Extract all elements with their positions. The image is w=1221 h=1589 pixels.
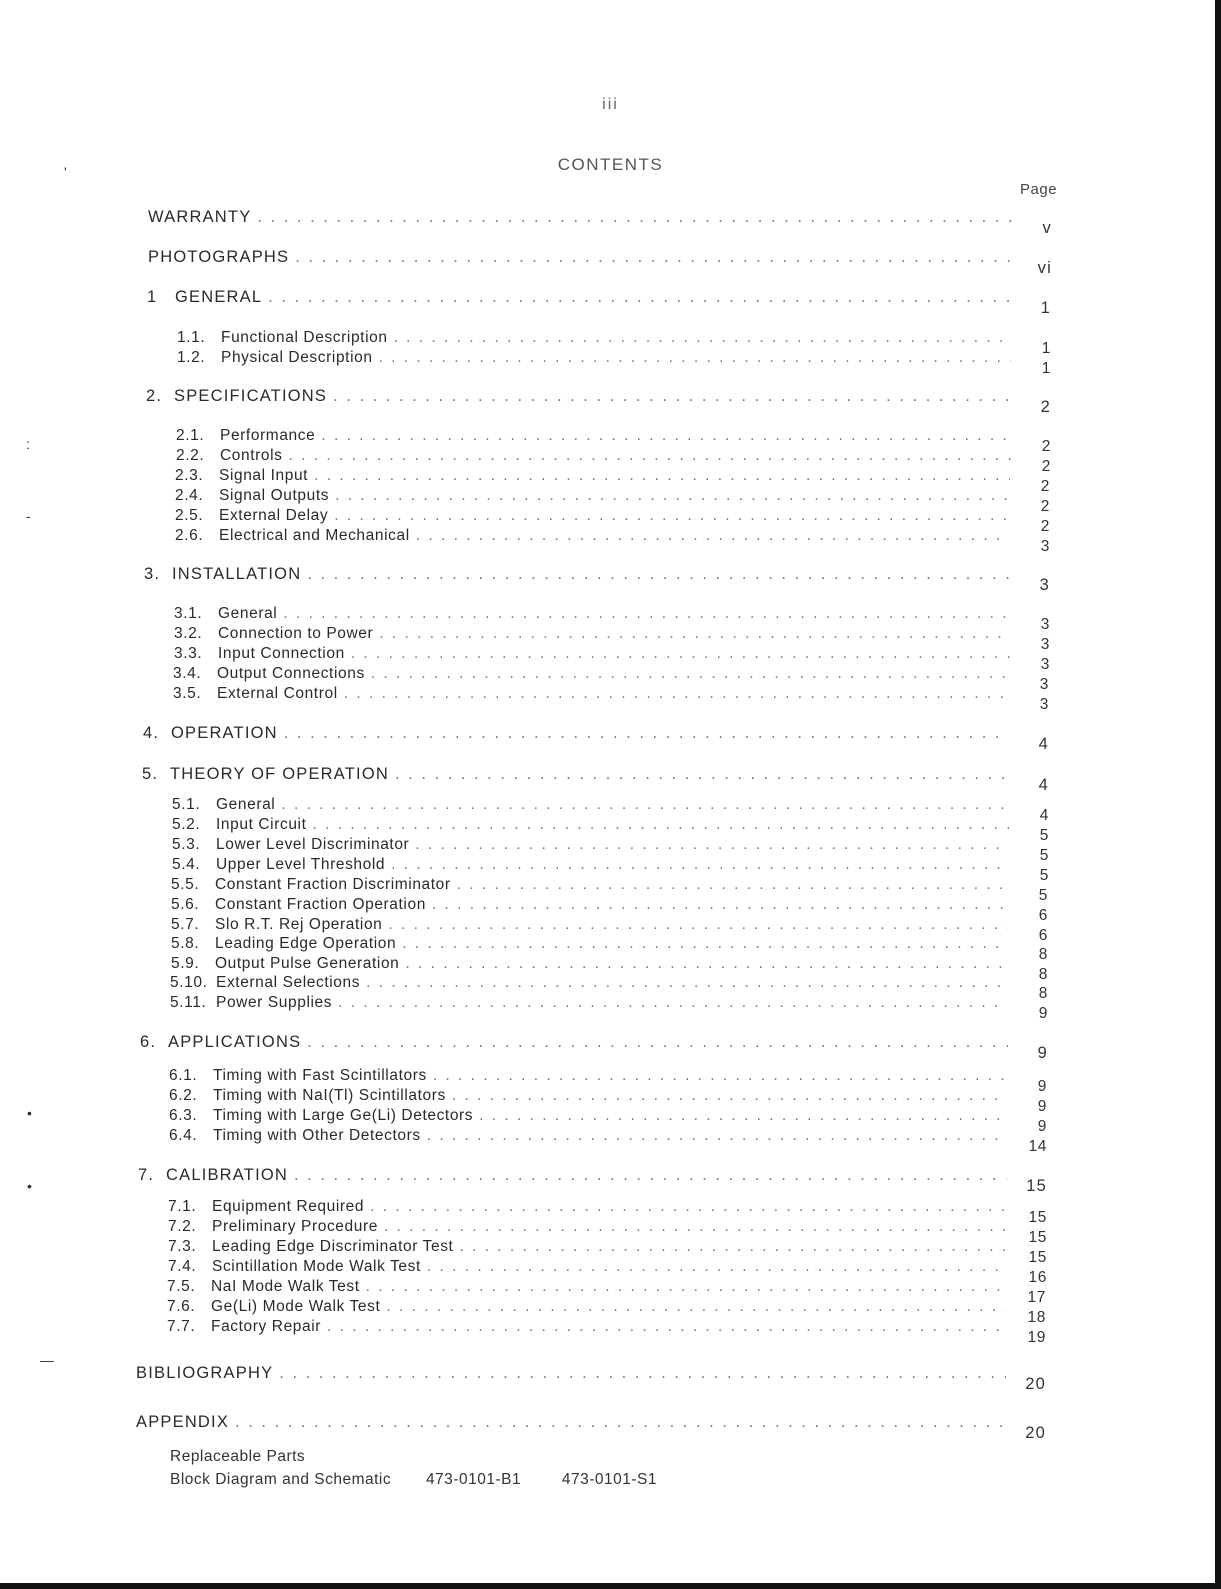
toc-entry-number: 3. — [144, 565, 161, 583]
toc-entry-page: 8 — [1038, 985, 1048, 1002]
toc-entry-number: 3.2. — [174, 625, 203, 642]
dot-leader — [321, 427, 1011, 445]
toc-entry-label: WARRANTY — [148, 208, 252, 226]
toc-entry-page: 2 — [1040, 398, 1051, 416]
toc-entry-number: 2.4. — [175, 487, 204, 504]
toc-subsection-row — [175, 527, 1050, 555]
toc-entry-label: Factory Repair — [211, 1318, 322, 1335]
toc-entry-label: Electrical and Mechanical — [219, 527, 410, 544]
toc-subsection-row — [168, 1258, 1047, 1286]
dot-leader — [307, 1033, 1008, 1052]
toc-entry-number: 1.2. — [177, 349, 206, 366]
toc-entry-number: 2. — [146, 387, 163, 405]
appendix-block-diagram-label: Block Diagram and Schematic — [170, 1471, 392, 1488]
dot-leader — [415, 836, 1009, 854]
scan-mark: : — [26, 436, 30, 452]
toc-entry-label: General — [216, 796, 276, 813]
dot-leader — [427, 1258, 1007, 1276]
toc-entry-page: 5 — [1038, 887, 1048, 904]
toc-entry-page: 9 — [1038, 1005, 1048, 1022]
toc-entry-label: Signal Input — [219, 467, 309, 484]
scan-mark: ' — [64, 164, 67, 180]
dot-leader — [351, 645, 1010, 663]
toc-subsection-row — [170, 994, 1048, 1022]
toc-entry-label: APPLICATIONS — [168, 1033, 302, 1051]
toc-entry-page: 1 — [1040, 299, 1051, 317]
toc-entry-number: 5.7. — [171, 916, 200, 933]
toc-subsection-row — [169, 1067, 1047, 1095]
toc-section-row — [136, 1413, 1046, 1442]
toc-entry-label: Connection to Power — [218, 625, 374, 642]
dot-leader — [433, 1067, 1007, 1085]
toc-entry-page: 17 — [1027, 1289, 1046, 1306]
toc-entry-number: 5.10. — [170, 974, 208, 991]
toc-subsection-row — [174, 605, 1050, 633]
dot-leader — [313, 816, 1010, 834]
dot-leader — [335, 487, 1010, 505]
dot-leader — [334, 507, 1010, 525]
toc-entry-page: 6 — [1038, 927, 1048, 944]
toc-entry-label: External Control — [217, 685, 338, 702]
dot-leader — [379, 349, 1011, 367]
toc-section-row — [142, 765, 1049, 794]
toc-entry-label: Timing with Large Ge(Li) Detectors — [213, 1107, 474, 1124]
toc-entry-number: 5.2. — [172, 816, 201, 833]
toc-entry-number: 2.1. — [176, 427, 205, 444]
toc-entry-page: 15 — [1028, 1209, 1047, 1226]
toc-entry-number: 7.4. — [168, 1258, 197, 1275]
toc-entry-label: Lower Level Discriminator — [216, 836, 410, 853]
toc-entry-label: GENERAL — [175, 288, 263, 306]
toc-subsection-row — [168, 1198, 1047, 1226]
toc-subsection-row — [170, 974, 1048, 1002]
toc-entry-page: 3 — [1040, 538, 1050, 555]
dot-leader — [432, 896, 1008, 914]
dot-leader — [370, 1198, 1007, 1216]
toc-entry-label: Output Connections — [217, 665, 365, 682]
toc-entry-page: 15 — [1028, 1229, 1047, 1246]
toc-entry-number: 5.5. — [171, 876, 200, 893]
toc-section-row — [146, 387, 1051, 416]
toc-entry-number: 2.6. — [175, 527, 204, 544]
page-number: iii — [602, 96, 619, 113]
toc-entry-page: 5 — [1039, 827, 1049, 844]
toc-subsection-row — [175, 467, 1050, 495]
toc-entry-label: APPENDIX — [136, 1413, 230, 1431]
toc-entry-number: 5.11. — [170, 994, 207, 1011]
appendix-schematic-code: 473-0101-S1 — [561, 1471, 657, 1488]
dot-leader — [427, 1127, 1007, 1145]
dot-leader — [384, 1218, 1007, 1236]
toc-entry-label: Power Supplies — [216, 994, 333, 1011]
dot-leader — [295, 248, 1012, 267]
toc-entry-number: 6. — [140, 1033, 157, 1051]
toc-entry-page: 3 — [1040, 656, 1050, 673]
dot-leader — [235, 1413, 1006, 1432]
scan-mark: - — [26, 508, 31, 524]
dot-leader — [416, 527, 1010, 545]
dot-leader — [366, 1278, 1006, 1296]
toc-entry-page: 14 — [1028, 1138, 1047, 1155]
toc-entry-page: 3 — [1040, 636, 1050, 653]
dot-leader — [394, 329, 1011, 347]
toc-entry-number: 5.6. — [171, 896, 200, 913]
toc-entry-label: Timing with Other Detectors — [213, 1127, 421, 1144]
toc-subsection-row — [169, 1107, 1047, 1135]
toc-section-row — [140, 1033, 1048, 1062]
toc-entry-page: 1 — [1041, 340, 1051, 357]
appendix-block-diagram-line — [170, 1471, 657, 1489]
dot-leader — [279, 1364, 1006, 1383]
dot-leader — [379, 625, 1010, 643]
toc-entry-page: 3 — [1039, 576, 1050, 594]
toc-entry-label: Scintillation Mode Walk Test — [212, 1258, 421, 1275]
toc-entry-number: 3.3. — [174, 645, 203, 662]
toc-entry-label: General — [218, 605, 278, 622]
toc-entry-number: 6.1. — [169, 1067, 198, 1084]
toc-entry-number: 2.3. — [175, 467, 204, 484]
toc-entry-number: 4. — [143, 724, 160, 742]
dot-leader — [459, 1238, 1007, 1256]
toc-entry-label: Timing with Fast Scintillators — [213, 1067, 427, 1084]
toc-entry-page: 9 — [1037, 1044, 1048, 1062]
toc-subsection-row — [172, 856, 1049, 884]
toc-entry-label: Input Connection — [218, 645, 345, 662]
toc-entry-page: 2 — [1041, 438, 1051, 455]
toc-entry-page: 2 — [1040, 478, 1050, 495]
dot-leader — [386, 1298, 1006, 1316]
dot-leader — [344, 685, 1009, 703]
toc-subsection-row — [167, 1278, 1046, 1306]
toc-entry-number: 5.8. — [171, 935, 200, 952]
toc-entry-page: 15 — [1026, 1177, 1047, 1195]
toc-subsection-row — [172, 796, 1049, 824]
toc-entry-label: Physical Description — [221, 349, 373, 366]
toc-entry-label: Controls — [220, 447, 283, 464]
toc-entry-page: 8 — [1038, 946, 1048, 963]
toc-entry-page: 20 — [1025, 1424, 1046, 1442]
toc-entry-label: Leading Edge Discriminator Test — [212, 1238, 454, 1255]
toc-entry-page: 5 — [1039, 847, 1049, 864]
dot-leader — [307, 565, 1010, 584]
toc-entry-page: 4 — [1038, 735, 1049, 753]
toc-entry-number: 5.9. — [171, 955, 200, 972]
toc-entry-page: 2 — [1040, 518, 1050, 535]
toc-entry-label: Signal Outputs — [219, 487, 330, 504]
toc-entry-number: 7.6. — [167, 1298, 196, 1315]
toc-entry-page: 19 — [1027, 1329, 1046, 1346]
toc-entry-label: SPECIFICATIONS — [174, 387, 328, 405]
scan-edge-bottom — [0, 1583, 1221, 1589]
toc-subsection-row — [175, 487, 1050, 515]
toc-entry-label: Upper Level Threshold — [216, 856, 386, 873]
dot-leader — [479, 1107, 1007, 1125]
toc-subsection-row — [174, 625, 1050, 653]
toc-entry-page: 2 — [1041, 458, 1051, 475]
toc-entry-page: v — [1042, 219, 1052, 237]
toc-subsection-row — [171, 876, 1048, 904]
toc-entry-label: Equipment Required — [212, 1198, 365, 1215]
dot-leader — [289, 447, 1011, 465]
toc-entry-number: 5.3. — [172, 836, 201, 853]
toc-entry-label: NaI Mode Walk Test — [211, 1278, 360, 1295]
toc-subsection-row — [172, 836, 1049, 864]
scan-mark: — — [40, 1352, 54, 1368]
toc-entry-page: 3 — [1039, 696, 1049, 713]
toc-entry-number: 2.2. — [176, 447, 205, 464]
page-column-label: Page — [1020, 181, 1058, 198]
dot-leader — [388, 916, 1008, 934]
dot-leader — [338, 994, 1008, 1012]
toc-entry-page: 6 — [1038, 907, 1048, 924]
dot-leader — [283, 605, 1010, 623]
toc-entry-number: 5.1. — [172, 796, 201, 813]
toc-entry-page: 3 — [1039, 676, 1049, 693]
toc-subsection-row — [167, 1298, 1046, 1326]
toc-entry-label: Functional Description — [221, 329, 388, 346]
toc-entry-number: 6.4. — [169, 1127, 198, 1144]
dot-leader — [395, 765, 1009, 784]
dot-leader — [333, 387, 1011, 406]
toc-entry-number: 6.2. — [169, 1087, 198, 1104]
toc-section-row — [148, 248, 1052, 277]
toc-entry-number: 3.4. — [173, 665, 202, 682]
toc-section-row — [148, 208, 1052, 237]
dot-leader — [257, 208, 1012, 227]
toc-entry-number: 6.3. — [169, 1107, 198, 1124]
toc-entry-page: 8 — [1038, 966, 1048, 983]
toc-entry-label: Constant Fraction Operation — [215, 896, 426, 913]
toc-subsection-row — [173, 685, 1049, 713]
toc-subsection-row — [171, 935, 1048, 963]
toc-entry-number: 7.1. — [168, 1198, 197, 1215]
toc-entry-page: 1 — [1041, 360, 1051, 377]
toc-entry-number: 7. — [138, 1166, 155, 1184]
toc-entry-number: 7.2. — [168, 1218, 197, 1235]
toc-section-row — [143, 724, 1049, 753]
toc-entry-page: 5 — [1039, 867, 1049, 884]
toc-entry-label: Leading Edge Operation — [215, 935, 397, 952]
toc-entry-label: Performance — [220, 427, 316, 444]
toc-entry-label: CALIBRATION — [166, 1166, 288, 1184]
toc-entry-number: 2.5. — [175, 507, 204, 524]
toc-entry-page: 9 — [1037, 1118, 1047, 1135]
toc-entry-page: 15 — [1028, 1249, 1047, 1266]
toc-entry-label: OPERATION — [171, 724, 278, 742]
toc-entry-page: 2 — [1040, 498, 1050, 515]
toc-subsection-row — [167, 1318, 1046, 1346]
dot-leader — [314, 467, 1010, 485]
toc-subsection-row — [169, 1127, 1047, 1155]
toc-entry-label: Constant Fraction Discriminator — [215, 876, 451, 893]
toc-entry-label: Slo R.T. Rej Operation — [215, 916, 383, 933]
dot-leader — [371, 665, 1009, 683]
toc-section-row — [147, 288, 1051, 317]
contents-title: CONTENTS — [557, 155, 664, 174]
toc-subsection-row — [176, 447, 1051, 475]
toc-section-row — [136, 1364, 1046, 1393]
dot-leader — [405, 955, 1008, 973]
toc-entry-page: 4 — [1038, 776, 1049, 794]
toc-entry-page: 3 — [1040, 616, 1050, 633]
toc-entry-number: 7.7. — [167, 1318, 196, 1335]
toc-entry-page: 18 — [1027, 1309, 1046, 1326]
toc-entry-page: 9 — [1037, 1078, 1047, 1095]
toc-section-row — [138, 1166, 1047, 1195]
dot-leader — [327, 1318, 1006, 1336]
appendix-replaceable-parts: Replaceable Parts — [170, 1448, 306, 1465]
toc-entry-number: 7.3. — [168, 1238, 197, 1255]
toc-subsection-row — [173, 665, 1049, 693]
toc-entry-label: Preliminary Procedure — [212, 1218, 378, 1235]
dot-leader — [268, 288, 1011, 307]
toc-entry-number: 5. — [142, 765, 159, 783]
dot-leader — [294, 1166, 1007, 1185]
toc-entry-page: 20 — [1025, 1375, 1046, 1393]
toc-entry-label: External Delay — [219, 507, 329, 524]
toc-subsection-row — [172, 816, 1049, 844]
toc-subsection-row — [171, 896, 1048, 924]
toc-subsection-row — [175, 507, 1050, 535]
dot-leader — [457, 876, 1008, 894]
toc-entry-number: 3.1. — [174, 605, 203, 622]
scan-mark: • — [27, 1178, 32, 1194]
dot-leader — [391, 856, 1009, 874]
toc-entry-label: INSTALLATION — [172, 565, 302, 583]
toc-entry-page: vi — [1037, 259, 1052, 277]
toc-subsection-row — [168, 1238, 1047, 1266]
toc-subsection-row — [168, 1218, 1047, 1246]
toc-entry-number: 5.4. — [172, 856, 201, 873]
dot-leader — [281, 796, 1009, 814]
dot-leader — [284, 724, 1009, 743]
appendix-block-diagram-code: 473-0101-B1 — [425, 1471, 522, 1488]
toc-entry-label: PHOTOGRAPHS — [148, 248, 290, 266]
toc-entry-page: 9 — [1037, 1098, 1047, 1115]
toc-entry-label: Timing with NaI(Tl) Scintillators — [213, 1087, 446, 1104]
toc-entry-page: 4 — [1039, 807, 1049, 824]
toc-entry-number: 1.1. — [177, 329, 206, 346]
toc-entry-label: Input Circuit — [216, 816, 307, 833]
toc-subsection-row — [177, 329, 1051, 357]
dot-leader — [452, 1087, 1007, 1105]
scan-mark: • — [27, 1105, 32, 1121]
toc-subsection-row — [174, 645, 1050, 673]
toc-entry-label: External Selections — [216, 974, 361, 991]
toc-subsection-row — [169, 1087, 1047, 1115]
toc-entry-number: 1 — [147, 288, 158, 306]
dot-leader — [402, 935, 1008, 953]
toc-entry-label: Ge(Li) Mode Walk Test — [211, 1298, 381, 1315]
toc-subsection-row — [176, 427, 1051, 455]
toc-entry-label: BIBLIOGRAPHY — [136, 1364, 274, 1382]
dot-leader — [366, 974, 1008, 992]
toc-section-row — [144, 565, 1050, 594]
scan-edge-right — [1215, 0, 1221, 1589]
toc-entry-number: 3.5. — [173, 685, 202, 702]
toc-subsection-row — [177, 349, 1051, 377]
toc-entry-label: THEORY OF OPERATION — [170, 765, 389, 783]
toc-entry-page: 16 — [1028, 1269, 1047, 1286]
toc-entry-number: 7.5. — [167, 1278, 196, 1295]
toc-entry-label: Output Pulse Generation — [215, 955, 400, 972]
